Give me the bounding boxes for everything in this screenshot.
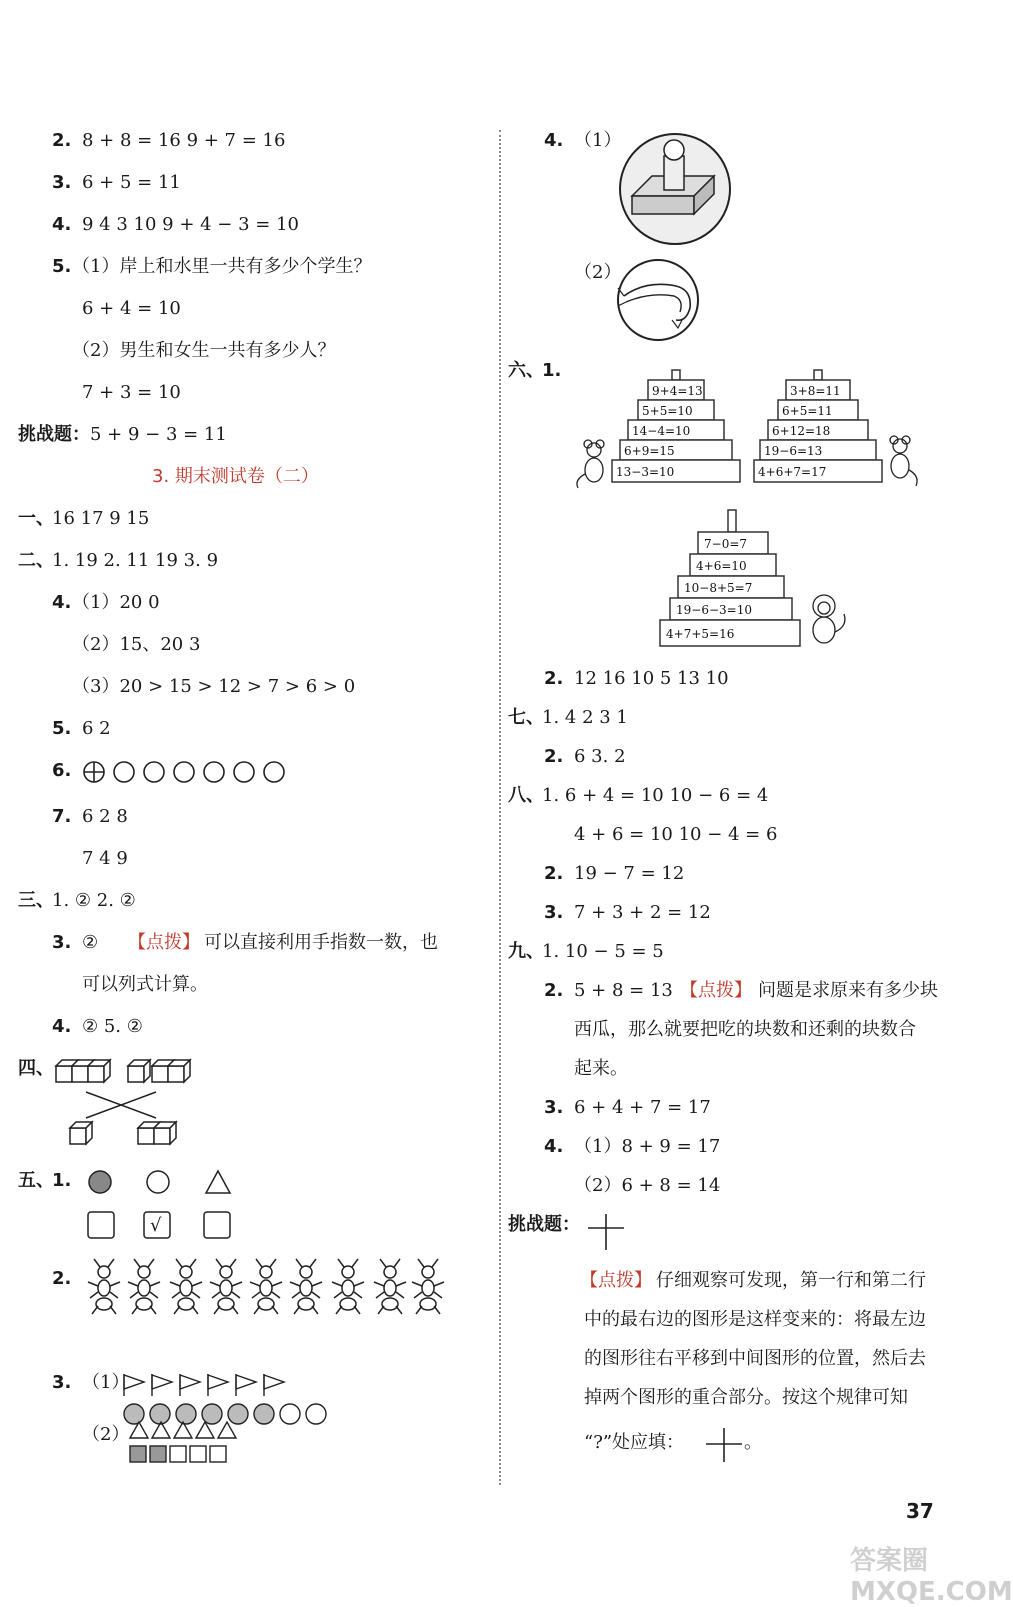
answer-text: 6 + 4 + 7 = 17 (574, 1097, 711, 1118)
answer-text: （2） (82, 1424, 130, 1445)
answer-text: 1. 4 2 3 1 (542, 707, 628, 728)
challenge-label: 挑战题： (18, 424, 90, 445)
answer-text: 6 3. 2 (574, 746, 626, 767)
answer-text: （2）15、20 3 (72, 634, 201, 655)
cake-3-label: 19−6−3=10 (676, 603, 752, 617)
cake-3-label: 10−8+5=7 (684, 581, 753, 595)
answer-text: 1. ② 2. ② (52, 890, 136, 911)
answer-text: （1）20 0 (72, 592, 160, 613)
item-number: 4. (544, 1136, 564, 1157)
item-number: 1. (52, 1170, 72, 1191)
answer-text: 5 + 8 = 13 (574, 980, 673, 1001)
tip-label: 【点拨】 (128, 932, 200, 953)
item-number: 1. (542, 360, 562, 381)
tip-text: 。 (744, 1432, 762, 1453)
cake-2-label: 19−6=13 (764, 444, 823, 458)
check-mark: √ (150, 1215, 162, 1236)
tip-text: 可以列式计算。 (82, 974, 208, 995)
cube-matching-figure (52, 1052, 192, 1152)
page-number: 37 (906, 1499, 934, 1523)
tip-label: 【点拨】 (680, 980, 752, 1001)
item-number: 2. (52, 1268, 72, 1289)
cake-2-label: 6+12=18 (772, 424, 831, 438)
answer-text: （1） (82, 1372, 130, 1393)
section-label: 二、 (18, 550, 54, 571)
triangles-squares-figure (128, 1420, 238, 1470)
item-number: 4. (52, 592, 72, 613)
answer-text: 1. 10 − 5 = 5 (542, 941, 664, 962)
monkey-figure (806, 592, 848, 650)
section-label: 四、 (18, 1058, 54, 1079)
answer-text: （2）男生和女生一共有多少人？ (72, 340, 336, 361)
challenge-label: 挑战题： (508, 1214, 580, 1235)
item-number: 3. (544, 902, 564, 923)
item-number: 7. (52, 806, 72, 827)
answer-text: ② (82, 932, 99, 953)
answer-text: （3）20 > 15 > 12 > 7 > 6 > 0 (72, 676, 356, 697)
answer-text: 1. 19 2. 11 19 3. 9 (52, 550, 219, 571)
item-number: 4. (544, 130, 564, 151)
circles-figure (82, 760, 292, 786)
answer-text: （1）8 + 9 = 17 (574, 1136, 721, 1157)
tier-cake-1 (610, 356, 742, 492)
answer-text: 6 + 4 = 10 (82, 298, 181, 319)
item-number: 5. (52, 718, 72, 739)
tip-text: 起来。 (574, 1058, 628, 1079)
item-number: 2. (52, 130, 72, 151)
tip-text: 的图形往右平移到中间图形的位置，然后去 (584, 1348, 926, 1369)
shapes-figure (86, 1168, 246, 1248)
answer-text: 6 2 8 (82, 806, 128, 827)
answer-text: 9 4 3 10 9 + 4 − 3 = 10 (82, 214, 299, 235)
section-title: 3. 期末测试卷（二） (152, 466, 319, 487)
watermark: 答案圈 MXQE.COM (850, 1546, 1013, 1607)
answer-text: 4 + 6 = 10 10 − 4 = 6 (574, 824, 778, 845)
answer-text: 16 17 9 15 (52, 508, 150, 529)
answer-text: 6 + 5 = 11 (82, 172, 181, 193)
answer-text: 7 + 3 = 10 (82, 382, 181, 403)
answer-text: 6 2 (82, 718, 111, 739)
tip-text: 掉两个图形的重合部分。按这个规律可知 (584, 1387, 908, 1408)
tip-text: 问题是求原来有多少块 (758, 980, 938, 1001)
tier-cake-2 (752, 356, 884, 492)
cake-3-label: 7−0=7 (704, 537, 748, 551)
tip-text: 可以直接利用手指数一数，也 (204, 932, 438, 953)
cake-2-label: 4+6+7=17 (758, 465, 827, 479)
section-label: 八、 (508, 785, 544, 806)
item-number: 6. (52, 760, 72, 781)
answer-text: 7 + 3 + 2 = 12 (574, 902, 711, 923)
tip-text: 仔细观察可发现，第一行和第二行 (656, 1270, 926, 1291)
answer-text: （2）6 + 8 = 14 (574, 1175, 721, 1196)
answer-text: 12 16 10 5 13 10 (574, 668, 729, 689)
item-number: 5. (52, 256, 72, 277)
cake-1-label: 6+9=15 (624, 444, 675, 458)
section-label: 九、 (508, 941, 544, 962)
tier-cake-3 (658, 502, 804, 652)
cake-1-label: 14−4=10 (632, 424, 691, 438)
section-label: 六、 (508, 360, 544, 381)
answer-text: 8 + 8 = 16 9 + 7 = 16 (82, 130, 286, 151)
item-number: 2. (544, 863, 564, 884)
item-number: 3. (52, 932, 72, 953)
item-number: 2. (544, 668, 564, 689)
ants-figure (86, 1258, 456, 1318)
cross-figure (586, 1212, 626, 1252)
cake-1-label: 9+4=13 (652, 384, 703, 398)
answer-text: 1. 6 + 4 = 10 10 − 6 = 4 (542, 785, 769, 806)
section-label: 三、 (18, 890, 54, 911)
tip-label: 【点拨】 (580, 1270, 652, 1291)
section-label: 五、 (18, 1170, 54, 1191)
answer-text: 5 + 9 − 3 = 11 (90, 424, 227, 445)
answer-text: （1）岸上和水里一共有多少个学生？ (72, 256, 372, 277)
tip-text: “?”处应填： (584, 1432, 685, 1453)
answer-text: ② 5. ② (82, 1016, 143, 1037)
shrimp-figure (616, 258, 700, 342)
item-number: 3. (52, 172, 72, 193)
cake-2-label: 3+8=11 (790, 384, 841, 398)
item-number: 4. (52, 1016, 72, 1037)
answer-text: 19 − 7 = 12 (574, 863, 685, 884)
cake-3-label: 4+6=10 (696, 559, 747, 573)
cake-1-label: 5+5=10 (642, 404, 693, 418)
answer-text: 7 4 9 (82, 848, 128, 869)
answer-text: （2） (574, 262, 622, 283)
mouse-figure (884, 436, 920, 490)
column-divider (499, 130, 501, 1485)
cake-3-label: 4+7+5=16 (666, 627, 735, 641)
answer-text: （1） (574, 130, 622, 151)
item-number: 3. (544, 1097, 564, 1118)
item-number: 3. (52, 1372, 72, 1393)
tip-text: 西瓜，那么就要把吃的块数和还剩的块数合 (574, 1019, 916, 1040)
item-number: 4. (52, 214, 72, 235)
mouse-figure (574, 440, 610, 490)
shape-view-figure (618, 132, 732, 246)
cake-1-label: 13−3=10 (616, 465, 675, 479)
cross-figure (704, 1424, 744, 1464)
section-label: 七、 (508, 707, 544, 728)
cake-2-label: 6+5=11 (782, 404, 833, 418)
tip-text: 中的最右边的图形是这样变来的：将最左边 (584, 1309, 926, 1330)
item-number: 2. (544, 746, 564, 767)
item-number: 2. (544, 980, 564, 1001)
section-label: 一、 (18, 508, 54, 529)
